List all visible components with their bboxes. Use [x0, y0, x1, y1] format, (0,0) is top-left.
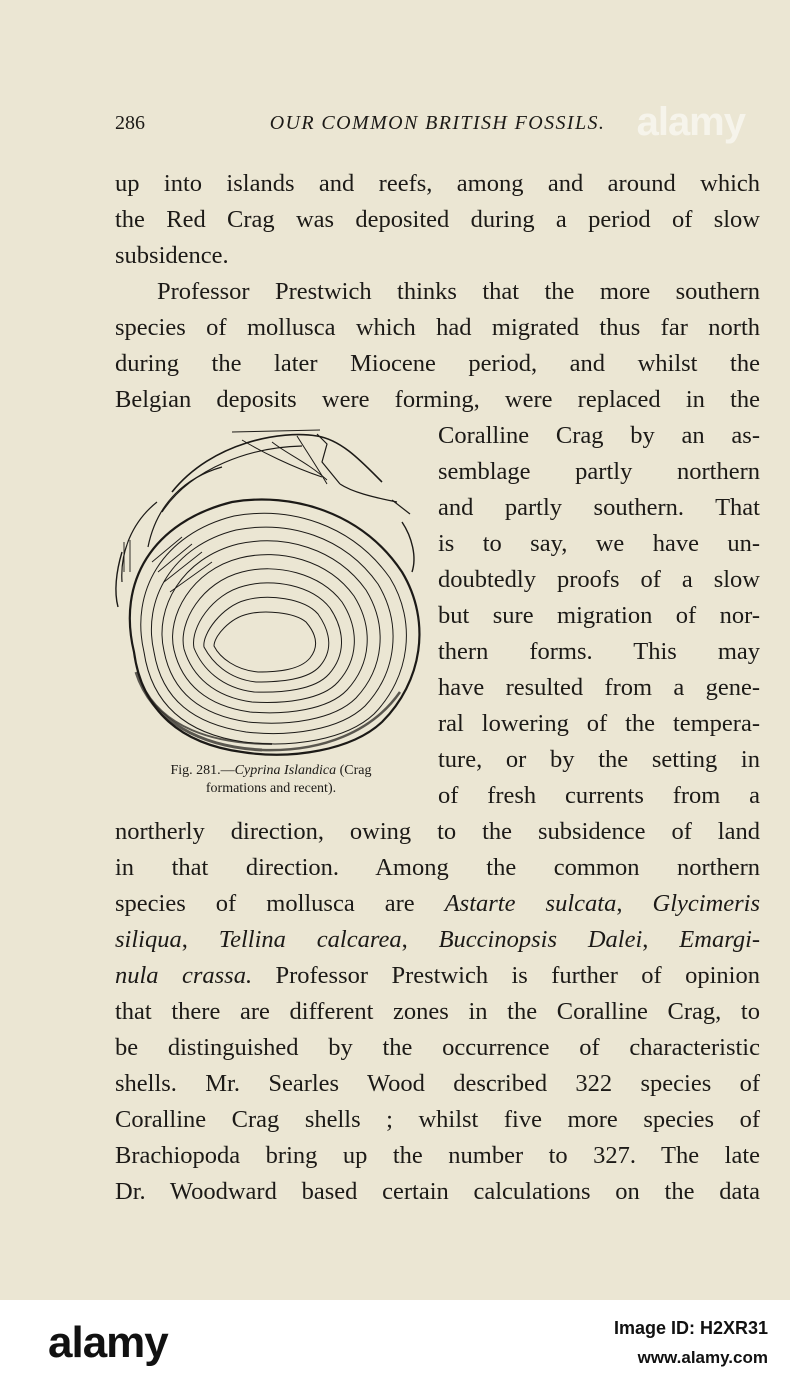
separator: ,	[401, 926, 439, 953]
shell-illustration	[112, 422, 427, 767]
body-line: Belgian deposits were forming, were replaced in the	[115, 386, 760, 413]
caption-line-1	[115, 762, 427, 780]
body-line: subsidence.	[115, 242, 229, 269]
body-line: that there are different zones in the Coralline Crag, to	[115, 998, 760, 1025]
body-line: ral lowering of the tempera-	[438, 710, 760, 737]
caption-label: Fig. 281.—	[170, 763, 235, 778]
line-rest: Professor Prestwich is further of opinion	[252, 962, 760, 989]
body-line: ture, or by the setting in	[438, 746, 760, 773]
species-name: Glycimeris	[652, 890, 761, 917]
alamy-logo: alamy	[48, 1318, 168, 1367]
figure-cyprina-shell	[112, 422, 427, 767]
page-number: 286	[115, 112, 145, 134]
body-line: thern forms. This may	[438, 638, 760, 665]
species-name: Tellina calcarea	[218, 926, 402, 953]
site-url-link[interactable]: www.alamy.com	[637, 1348, 768, 1367]
figure-caption	[115, 762, 427, 798]
body-line: is to say, we have un-	[438, 530, 760, 557]
body-line: northerly direction, owing to the subsidence of land	[115, 818, 760, 845]
body-line: have resulted from a gene-	[438, 674, 760, 701]
body-line	[115, 886, 760, 922]
body-line: the Red Crag was deposited during a period of slow	[115, 206, 760, 233]
species-name: nula crassa.	[115, 962, 253, 989]
alamy-watermark: alamy	[636, 100, 745, 144]
body-line	[115, 958, 760, 994]
body-line: Coralline Crag by an as-	[438, 422, 760, 449]
body-line: be distinguished by the occurrence of characteristic	[115, 1034, 760, 1061]
body-line: doubtedly proofs of a slow	[438, 566, 760, 593]
caption-line-2: formations and recent).	[205, 781, 337, 796]
image-id-label: Image ID: H2XR31	[613, 1318, 768, 1338]
body-line: species of mollusca which had migrated thus far north	[115, 314, 760, 341]
body-line: but sure migration of nor-	[438, 602, 760, 629]
species-name: siliqua	[115, 926, 182, 953]
separator: ,	[616, 890, 653, 917]
separator: ,	[642, 926, 680, 953]
body-line: Coralline Crag shells ; whilst five more species of	[115, 1106, 760, 1133]
body-line: Brachiopoda bring up the number to 327. The late	[115, 1142, 760, 1169]
caption-rest: (Crag	[336, 763, 372, 778]
caption-species: Cyprina Islandica	[234, 763, 337, 778]
line-prefix: species of mollusca are	[115, 890, 445, 917]
running-title: OUR COMMON BRITISH FOSSILS.	[269, 112, 606, 134]
body-line: in that direction. Among the common northern	[115, 854, 760, 881]
body-line: during the later Miocene period, and whilst the	[115, 350, 760, 377]
body-text-bottom	[115, 814, 760, 1210]
body-line: Dr. Woodward based certain calculations on the data	[115, 1178, 760, 1205]
body-text-wrap	[438, 418, 760, 814]
body-line	[115, 922, 760, 958]
body-line: and partly southern. That	[438, 494, 760, 521]
body-line: of fresh currents from a	[438, 782, 760, 809]
species-name: Astarte sulcata	[444, 890, 617, 917]
body-line: semblage partly northern	[438, 458, 760, 485]
body-text-top	[115, 166, 760, 418]
body-line: up into islands and reefs, among and around which	[115, 170, 760, 197]
species-name: Emargi-	[679, 926, 761, 953]
body-line: shells. Mr. Searles Wood described 322 species of	[115, 1070, 760, 1097]
body-line: Professor Prestwich thinks that the more southern	[157, 278, 760, 305]
species-name: Buccinopsis Dalei	[438, 926, 643, 953]
separator: ,	[181, 926, 219, 953]
